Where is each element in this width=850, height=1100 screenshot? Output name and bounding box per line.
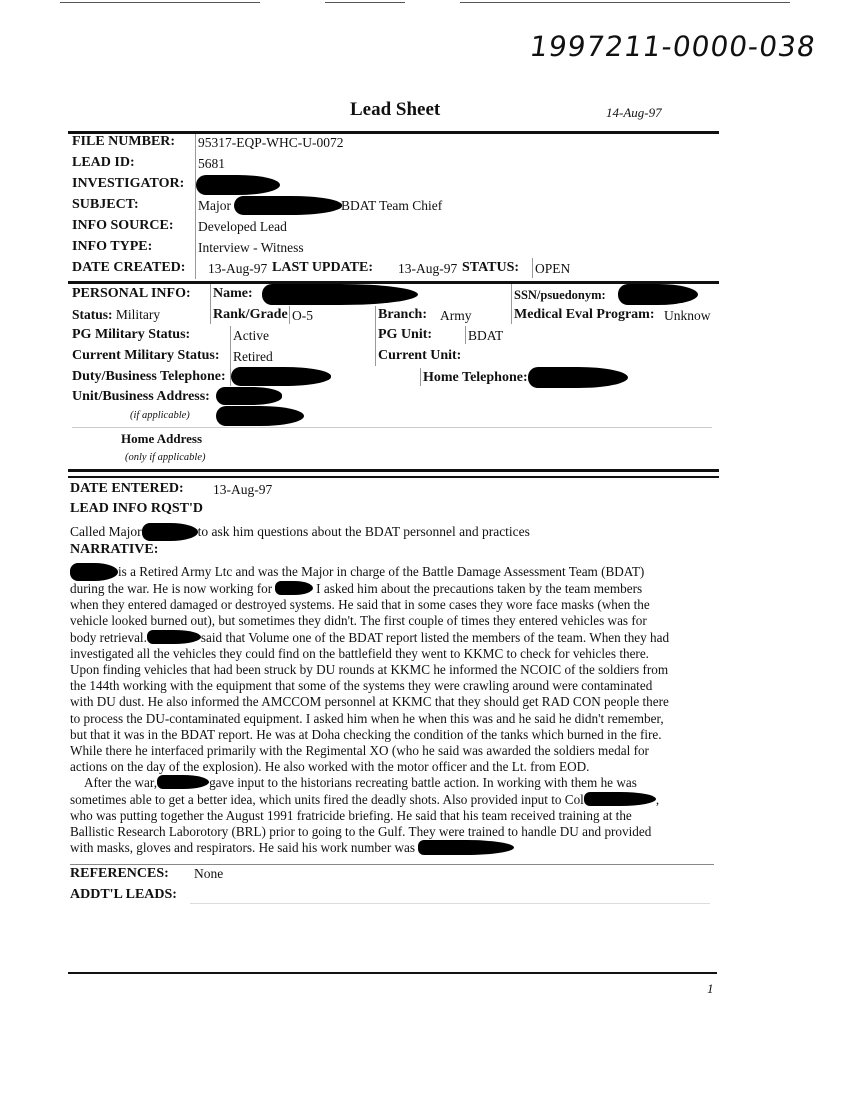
redaction <box>275 581 313 595</box>
personal-info-label: PERSONAL INFO: <box>72 286 191 301</box>
pg-status-value: Active <box>233 328 269 343</box>
last-update-label: LAST UPDATE: <box>272 260 374 275</box>
narrative-text: , <box>655 791 660 807</box>
narrative-text: to process the DU-contaminated equipment. I asked him when he when this was and he said he didn't remember, <box>70 710 664 726</box>
narrative-text: with DU dust. He also informed the AMCCOM personnel at KKMC that they should get RAD CON people there <box>70 694 669 710</box>
redaction <box>418 840 514 855</box>
lead-info-value <box>70 523 530 541</box>
status-label: STATUS: <box>462 260 520 275</box>
narrative-text: gave input to the historians recreating battle action. In working with them he was <box>209 775 637 791</box>
scan-line <box>60 2 260 3</box>
narrative-text: during the war. He is now working for <box>70 581 273 596</box>
field-divider <box>230 326 231 386</box>
entry-rule-top <box>68 469 719 472</box>
current-status-label: Current Military Status: <box>72 348 220 363</box>
home-phone-label: Home Telephone: <box>423 370 528 385</box>
lead-info-part-a: Called Major <box>70 524 142 539</box>
last-update-value: 13-Aug-97 <box>398 261 458 276</box>
narrative-text: when they entered damaged or destroyed systems. He said that in some cases they wore face masks (when the <box>70 597 650 613</box>
narrative-text: vehicle looked burned out), but sometimes they didn't. The first couple of times they entered vehicles was for <box>70 613 647 629</box>
field-divider <box>195 134 196 279</box>
faint-rule <box>70 864 714 865</box>
redaction <box>528 367 628 388</box>
lead-id-label: LEAD ID: <box>72 155 135 170</box>
date-created-label: DATE CREATED: <box>72 260 186 275</box>
medical-eval-value: Unknow <box>664 308 711 323</box>
info-source-label: INFO SOURCE: <box>72 218 174 233</box>
redaction <box>216 387 282 405</box>
narrative-text: but that it was in the BDAT report. He was at Doha checking the condition of the tanks which burned in the fire. <box>70 726 662 742</box>
date-entered-value: 13-Aug-97 <box>213 482 273 497</box>
ssn-label: SSN/psuedonym: <box>514 288 606 302</box>
status-value: OPEN <box>535 261 571 276</box>
rank-value: O-5 <box>292 308 313 323</box>
subject-label: SUBJECT: <box>72 197 139 212</box>
file-number-label: FILE NUMBER: <box>72 134 176 149</box>
field-divider <box>210 284 211 324</box>
info-source-value: Developed Lead <box>198 219 287 234</box>
redaction <box>196 175 280 195</box>
subject-prefix: Major <box>198 198 231 213</box>
sheet-date: 14-Aug-97 <box>606 105 662 120</box>
current-status-value: Retired <box>233 349 273 364</box>
lead-info-part-b: to ask him questions about the BDAT personnel and practices <box>197 524 530 539</box>
narrative-text: I asked him about the precautions taken by the team members <box>316 581 643 596</box>
narrative-text: said that Volume one of the BDAT report listed the members of the team. When they had <box>200 629 670 645</box>
info-type-value: Interview - Witness <box>198 240 304 255</box>
field-divider <box>511 284 512 324</box>
narrative-text: investigated all the vehicles they could find on the battlefield they went to KKMC to check for vehicles there. <box>70 645 649 661</box>
pg-unit-value: BDAT <box>468 328 504 343</box>
info-type-label: INFO TYPE: <box>72 239 153 254</box>
military-status-label: Status: <box>72 307 113 322</box>
scan-line <box>325 2 405 3</box>
narrative-text: actions on the day of the explosion). He also worked with the motor officer and the Lt. from EOD. <box>70 759 590 775</box>
lead-info-label: LEAD INFO RQST'D <box>70 501 204 516</box>
narrative-text: is a Retired Army Ltc and was the Major in charge of the Battle Damage Assessment Team (BDAT) <box>118 564 645 579</box>
faint-rule <box>72 427 712 428</box>
date-entered-label: DATE ENTERED: <box>70 481 184 496</box>
unit-address-label: Unit/Business Address: <box>72 389 210 404</box>
subject-suffix: BDAT Team Chief <box>341 198 443 213</box>
page-number: 1 <box>707 981 714 996</box>
branch-value: Army <box>440 308 472 323</box>
field-divider <box>465 326 466 344</box>
rank-label: Rank/Grade <box>213 307 288 322</box>
personal-rule <box>68 281 719 284</box>
references-label: REFERENCES: <box>70 866 169 881</box>
addtl-leads-label: ADDT'L LEADS: <box>70 887 177 902</box>
date-created-value: 13-Aug-97 <box>208 261 268 276</box>
narrative-label: NARRATIVE: <box>70 542 159 557</box>
field-divider <box>420 368 421 386</box>
name-label: Name: <box>213 286 253 301</box>
redaction <box>262 284 418 305</box>
footer-rule <box>68 972 717 974</box>
redaction <box>216 406 304 426</box>
scan-line <box>460 2 790 3</box>
faint-rule <box>190 903 710 904</box>
page-title: Lead Sheet <box>350 99 441 120</box>
only-if-applicable-note: (only if applicable) <box>125 452 206 463</box>
redaction <box>70 563 118 581</box>
narrative-text: with masks, gloves and respirators. He said his work number was <box>70 840 416 856</box>
redaction <box>147 630 201 644</box>
redaction <box>584 792 656 806</box>
narrative-text: After the war, <box>84 775 158 791</box>
narrative-text: who was putting together the August 1991 fratricide briefing. He said that his team received training at the <box>70 807 632 823</box>
pg-status-label: PG Military Status: <box>72 327 191 342</box>
status-military <box>72 307 160 323</box>
narrative-text: body retrieval. <box>70 629 147 645</box>
current-unit-label: Current Unit: <box>378 348 462 363</box>
field-divider <box>375 306 376 366</box>
if-applicable-note: (if applicable) <box>130 410 190 421</box>
duty-phone-label: Duty/Business Telephone: <box>72 369 226 384</box>
redaction <box>142 523 198 541</box>
entry-rule-bottom <box>68 476 719 478</box>
lead-id-value: 5681 <box>198 156 225 171</box>
home-address-label: Home Address <box>121 431 203 446</box>
redaction <box>618 284 698 305</box>
narrative-text: the 144th working with the equipment that some of the systems they were crawling around were contaminated <box>70 678 653 694</box>
document-number: 1997211-0000-038 <box>527 30 818 63</box>
redaction <box>157 775 209 789</box>
narrative-text: While there he interfaced primarily with the Regimental XO (who he said was awarded the soldiers medal for <box>70 743 649 759</box>
branch-label: Branch: <box>378 307 427 322</box>
narrative-text: Ballistic Research Laborotory (BRL) prior to going to the Gulf. They were trained to handle DU and provided <box>70 824 652 840</box>
redaction <box>234 196 342 215</box>
pg-unit-label: PG Unit: <box>378 327 433 342</box>
field-divider <box>289 306 290 324</box>
field-divider <box>532 258 533 278</box>
redaction <box>231 367 331 386</box>
investigator-label: INVESTIGATOR: <box>72 176 185 191</box>
military-status-value: Military <box>115 307 161 322</box>
narrative-text: Upon finding vehicles that had been struck by DU rounds at KKMC he informed the NCOIC of the soldiers from <box>70 662 669 678</box>
narrative-body <box>70 563 714 856</box>
medical-eval-label: Medical Eval Program: <box>514 307 655 322</box>
narrative-text: sometimes able to get a better idea, which units fired the deadly shots. Also provided input to Col <box>70 791 584 807</box>
references-value: None <box>194 866 224 881</box>
file-number-value: 95317-EQP-WHC-U-0072 <box>198 135 344 150</box>
